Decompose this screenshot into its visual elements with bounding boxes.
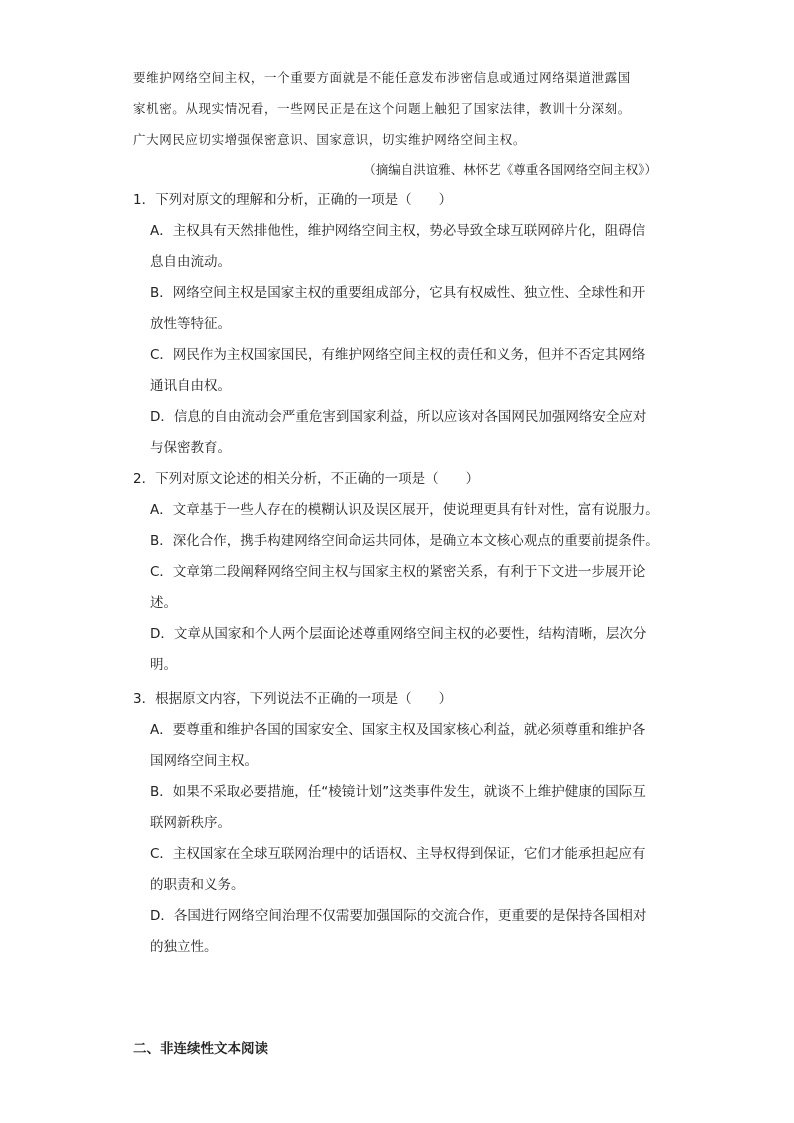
option-b[interactable] — [133, 278, 673, 340]
option-d[interactable] — [133, 901, 673, 963]
option-line: D．信息的自由流动会严重危害到国家利益，所以应该对各国网民加强网络安全应对 — [150, 409, 647, 425]
question-stem: 1．下列对原文的理解和分析，正确的一项是（ ） — [133, 192, 453, 208]
option-line: 息自由流动。 — [150, 254, 231, 270]
option-line: 述。 — [150, 595, 177, 611]
option-line: B．网络空间主权是国家主权的重要组成部分，它具有权威性、独立性、全球性和开 — [150, 285, 646, 301]
option-c[interactable] — [133, 340, 673, 402]
option-line: A．要尊重和维护各国的国家安全、国家主权及国家核心利益，就必须尊重和维护各 — [150, 722, 646, 738]
question-3 — [133, 684, 673, 963]
option-line: A．主权具有天然排他性，维护网络空间主权，势必导致全球互联网碎片化，阻碍信 — [150, 223, 646, 239]
option-d[interactable] — [133, 402, 673, 464]
option-line: 的独立性。 — [150, 939, 218, 955]
passage-text — [133, 62, 671, 155]
option-c[interactable] — [133, 839, 673, 901]
question-stem: 3．根据原文内容，下列说法不正确的一项是（ ） — [133, 691, 453, 707]
option-d[interactable] — [133, 619, 673, 681]
option-a[interactable] — [133, 216, 673, 278]
passage-line: 广大网民应切实增强保密意识、国家意识，切实维护网络空间主权。 — [133, 132, 527, 147]
section-heading: 二、非连续性文本阅读 — [133, 1041, 268, 1057]
option-b[interactable] — [133, 777, 673, 839]
option-a[interactable] — [133, 495, 673, 526]
option-c[interactable] — [133, 557, 673, 619]
option-line: 放性等特征。 — [150, 316, 231, 332]
option-line: C．主权国家在全球互联网治理中的话语权、主导权得到保证，它们才能承担起应有 — [150, 846, 646, 862]
option-line: D．文章从国家和个人两个层面论述尊重网络空间主权的必要性，结构清晰，层次分 — [150, 626, 647, 642]
option-line: C．网民作为主权国家国民，有维护网络空间主权的责任和义务，但并不否定其网络 — [150, 347, 646, 363]
option-line: 通讯自由权。 — [150, 378, 231, 394]
option-line: B．如果不采取必要措施，任“棱镜计划”这类事件发生，就谈不上维护健康的国际互 — [150, 784, 646, 800]
option-line: 联网新秩序。 — [150, 815, 231, 831]
passage-source: （摘编自洪谊雅、林怀艺《尊重各国网络空间主权》） — [363, 162, 657, 177]
question-stem: 2．下列对原文论述的相关分析，不正确的一项是（ ） — [133, 471, 480, 487]
option-line: 国网络空间主权。 — [150, 753, 258, 769]
option-line: B．深化合作，携手构建网络空间命运共同体，是确立本文核心观点的重要前提条件。 — [150, 533, 659, 549]
passage-line: 家机密。从现实情况看，一些网民正是在这个问题上触犯了国家法律，教训十分深刻。 — [133, 101, 631, 116]
passage-line: 要维护网络空间主权，一个重要方面就是不能任意发布涉密信息或通过网络渠道泄露国 — [133, 70, 631, 85]
option-line: 的职责和义务。 — [150, 877, 245, 893]
option-line: C．文章第二段阐释网络空间主权与国家主权的紧密关系，有利于下文进一步展开论 — [150, 564, 646, 580]
option-line: A．文章基于一些人存在的模糊认识及误区展开，使说理更具有针对性，富有说服力。 — [150, 502, 659, 518]
option-line: 明。 — [150, 657, 177, 673]
question-2 — [133, 464, 673, 681]
option-line: 与保密教育。 — [150, 440, 231, 456]
option-a[interactable] — [133, 715, 673, 777]
question-1 — [133, 185, 673, 464]
option-b[interactable] — [133, 526, 673, 557]
option-line: D．各国进行网络空间治理不仅需要加强国际的交流合作，更重要的是保持各国相对 — [150, 908, 647, 924]
